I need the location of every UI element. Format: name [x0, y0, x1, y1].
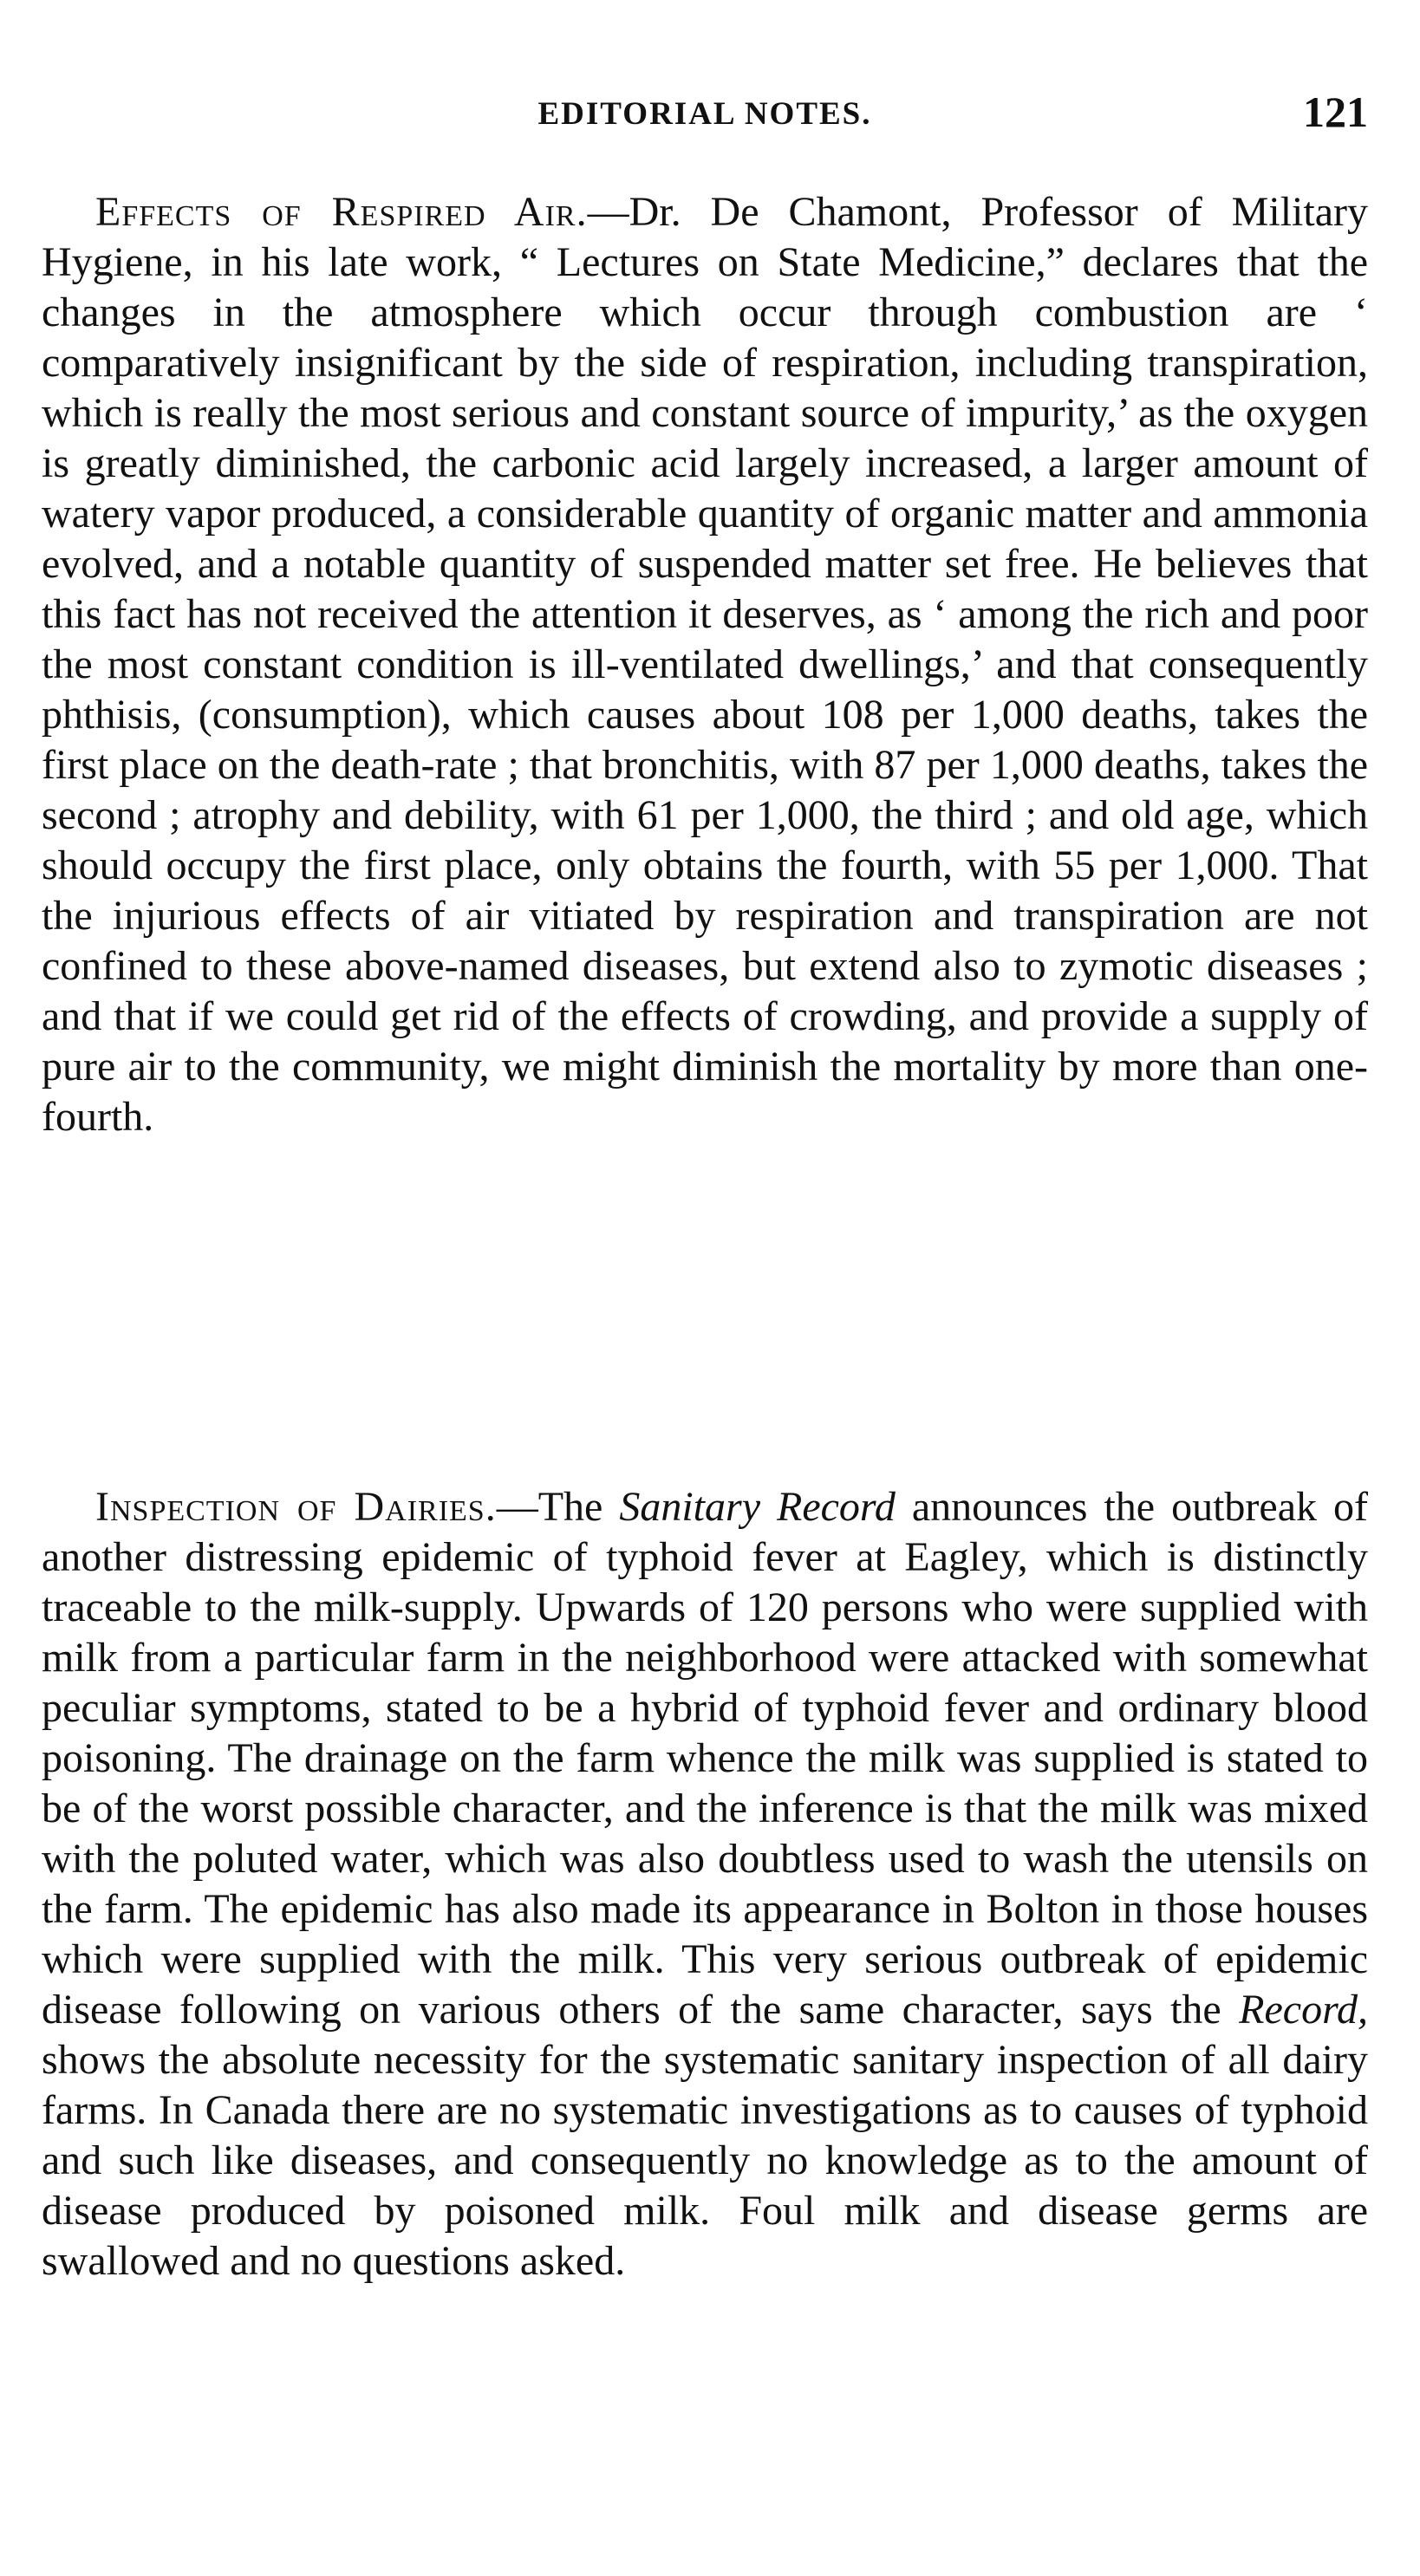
editorial-note-inspection-of-dairies: [42, 1482, 1368, 2287]
publication-title-record: Record,: [1239, 1987, 1368, 2033]
note-heading: Effects of Respired Air.: [95, 189, 588, 235]
note-body-intro: —The: [496, 1484, 620, 1530]
note-body: —Dr. De Chamont, Professor of Military Hygiene, in his late work, “ Lectures on State Medicine,” declares that the changes in the atmosphere which occur through combustion are ‘ comparatively insignificant by the side of respiration, including transpiration, which is really the most serious and constant source of impurity,’ as the oxygen is greatly diminished, the carbonic acid largely increased, a larger amount of watery vapor produced, a considerable quantity of organic matter and ammonia evolved, and a notable quantity of suspended matter set free. He believes that this fact has not received the attention it deserves, as ‘ among the rich and poor the most constant condition is ill-ventilated dwellings,’ and that consequently phthisis, (consumption), which causes about 108 per 1,000 deaths, takes the first place on the death-rate ; that bronchitis, with 87 per 1,000 deaths, takes the second ; atrophy and debility, with 61 per 1,000, the third ; and old age, which should occupy the first place, only obtains the fourth, with 55 per 1,000. That the injurious effects of air vitiated by respiration and transpiration are not confined to these above-named diseases, but extend also to zymotic diseases ; and that if we could get rid of the effects of crowding, and provide a supply of pure air to the community, we might diminish the mortality by more than one-fourth.: [42, 189, 1368, 1140]
note-heading: Inspection of Dairies.: [95, 1484, 497, 1530]
note-body: announces the outbreak of another distressing epidemic of typhoid fever at Eagley, which is distinctly traceable to the milk-supply. Upwards of 120 persons who were supplied with milk from a particular farm in the neighborhood were attacked with somewhat peculiar symptoms, stated to be a hybrid of typhoid fever and ordinary blood poisoning. The drainage on the farm whence the milk was supplied is stated to be of the worst possible character, and the inference is that the milk was mixed with the poluted water, which was also doubtless used to wash the utensils on the farm. The epidemic has also made its appearance in Bolton in those houses which were supplied with the milk. This very serious outbreak of epidemic disease following on various others of the same character, says the: [42, 1484, 1369, 2033]
editorial-note-respired-air: [42, 187, 1368, 1142]
running-head-title: EDITORIAL NOTES.: [537, 96, 872, 132]
running-head: [42, 87, 1368, 139]
note-paragraph: [42, 1482, 1368, 2287]
page-number: 121: [1303, 88, 1368, 136]
note-paragraph: [42, 187, 1368, 1142]
note-body-conclusion: shows the absolute necessity for the systematic sanitary inspection of all dairy farms. In Canada there are no systematic investigations as to causes of typhoid and such like diseases, and consequently no knowledge as to the amount of disease produced by poisoned milk. Foul milk and disease germs are swallowed and no questions asked.: [42, 2037, 1368, 2284]
publication-title-sanitary-record: Sanitary Record: [619, 1484, 896, 1530]
